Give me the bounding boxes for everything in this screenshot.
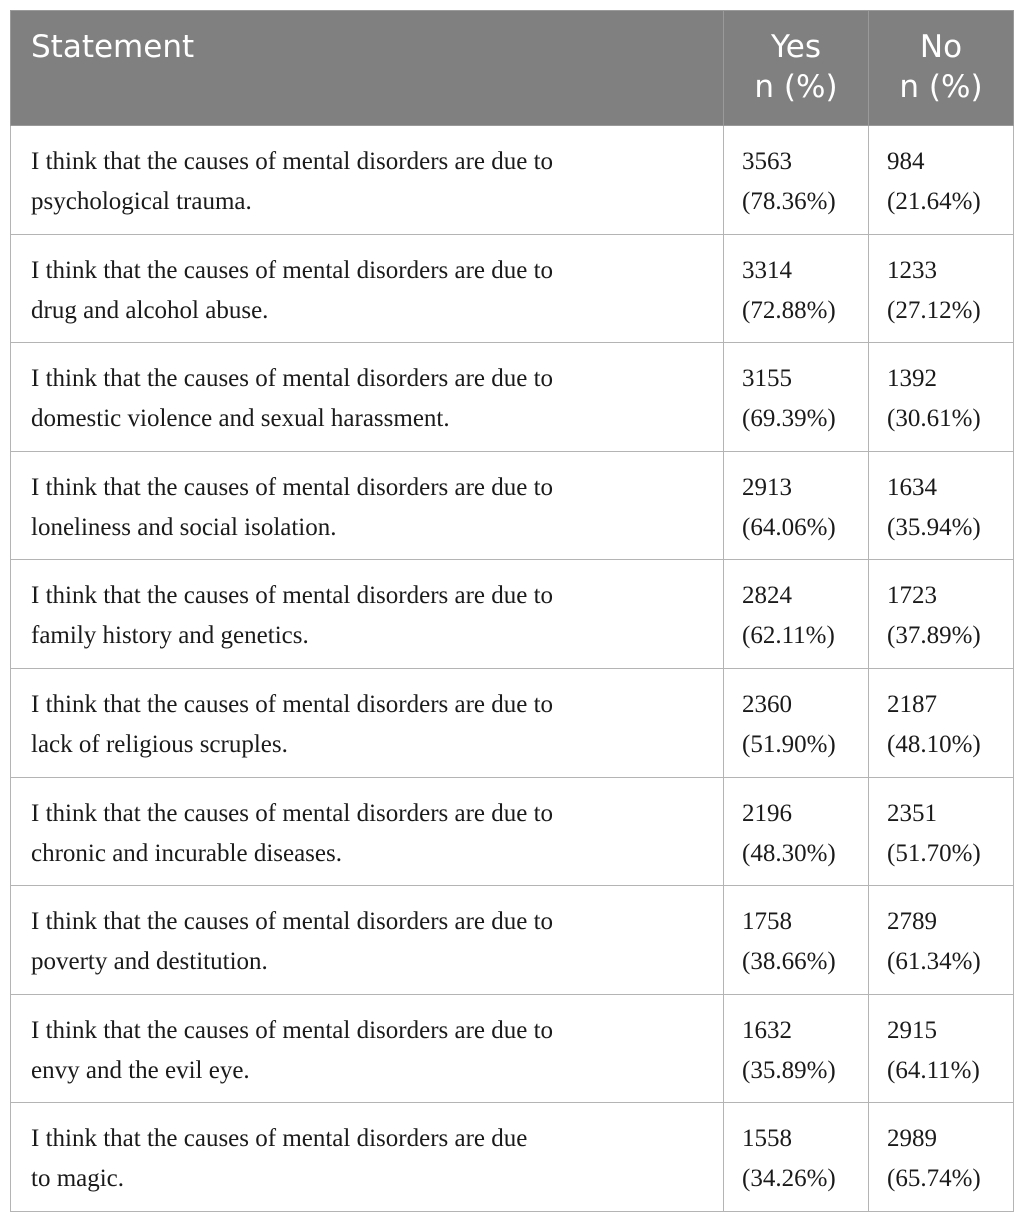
no-header-unit: n (%)	[899, 69, 983, 105]
statement-line-1: I think that the causes of mental disorders are due to	[31, 473, 554, 501]
yes-percent: (34.26%)	[742, 1165, 836, 1193]
no-percent: (64.11%)	[887, 1056, 980, 1084]
yes-percent: (64.06%)	[742, 513, 836, 541]
yes-cell	[724, 1103, 869, 1212]
statement-cell	[11, 451, 724, 560]
yes-column-header	[724, 11, 869, 126]
yes-percent: (51.90%)	[742, 730, 836, 758]
statement-cell	[11, 560, 724, 669]
statement-line-1: I think that the causes of mental disorders are due	[31, 1125, 528, 1153]
no-percent: (37.89%)	[887, 622, 981, 650]
no-percent: (51.70%)	[887, 839, 981, 867]
statement-line-2: to magic.	[31, 1165, 125, 1193]
no-count: 1392	[887, 365, 937, 393]
yes-cell	[724, 343, 869, 452]
statement-line-1: I think that the causes of mental disorders are due to	[31, 582, 554, 610]
no-cell	[869, 1103, 1014, 1212]
yes-header-label: Yes	[770, 29, 822, 65]
no-cell	[869, 343, 1014, 452]
table-row	[11, 777, 1014, 886]
no-percent: (30.61%)	[887, 405, 981, 433]
statement-cell	[11, 886, 724, 995]
no-percent: (27.12%)	[887, 296, 981, 324]
statement-cell	[11, 234, 724, 343]
no-count: 984	[887, 148, 925, 175]
no-count: 2789	[887, 908, 937, 936]
no-percent: (21.64%)	[887, 188, 981, 215]
no-cell	[869, 668, 1014, 777]
no-count: 1723	[887, 582, 937, 610]
header-row	[11, 11, 1014, 126]
no-cell	[869, 777, 1014, 886]
yes-count: 2196	[742, 799, 792, 827]
statement-header-label: Statement	[31, 29, 195, 65]
no-percent: (48.10%)	[887, 730, 981, 758]
statement-line-1: I think that the causes of mental disorders are due to	[31, 365, 554, 393]
yes-percent: (69.39%)	[742, 405, 836, 433]
table-row	[11, 994, 1014, 1103]
statement-column-header	[11, 11, 724, 126]
table-header	[11, 11, 1014, 126]
no-column-header	[869, 11, 1014, 126]
statement-line-2: drug and alcohol abuse.	[31, 296, 269, 324]
yes-count: 3563	[742, 148, 792, 175]
statement-line-1: I think that the causes of mental disorders are due to	[31, 690, 554, 718]
statement-line-2: chronic and incurable diseases.	[31, 839, 342, 867]
yes-count: 1632	[742, 1016, 792, 1044]
yes-count: 3155	[742, 365, 792, 393]
yes-cell	[724, 886, 869, 995]
yes-count: 1558	[742, 1125, 792, 1153]
no-count: 2989	[887, 1125, 937, 1153]
no-cell	[869, 126, 1014, 235]
no-cell	[869, 994, 1014, 1103]
no-count: 2915	[887, 1016, 937, 1044]
statement-line-2: domestic violence and sexual harassment.	[31, 405, 450, 433]
statement-cell	[11, 994, 724, 1103]
yes-count: 2824	[742, 582, 792, 610]
yes-cell	[724, 451, 869, 560]
table-row	[11, 126, 1014, 235]
no-cell	[869, 560, 1014, 669]
yes-count: 2913	[742, 473, 792, 501]
yes-percent: (38.66%)	[742, 948, 836, 976]
yes-percent: (35.89%)	[742, 1056, 836, 1084]
no-percent: (61.34%)	[887, 948, 981, 976]
yes-percent: (72.88%)	[742, 296, 836, 324]
statement-line-1: I think that the causes of mental disorders are due to	[31, 1016, 554, 1044]
table-row	[11, 668, 1014, 777]
yes-count: 2360	[742, 690, 792, 718]
no-percent: (65.74%)	[887, 1165, 981, 1193]
no-percent: (35.94%)	[887, 513, 981, 541]
no-count: 1634	[887, 473, 937, 501]
yes-percent: (62.11%)	[742, 622, 835, 650]
table-row	[11, 1103, 1014, 1212]
statement-cell	[11, 668, 724, 777]
table-row	[11, 343, 1014, 452]
statement-line-1: I think that the causes of mental disorders are due to	[31, 908, 554, 936]
no-count: 1233	[887, 256, 937, 284]
yes-header-unit: n (%)	[754, 69, 838, 105]
yes-cell	[724, 560, 869, 669]
no-cell	[869, 886, 1014, 995]
statement-cell	[11, 1103, 724, 1212]
causes-table	[10, 10, 1014, 1212]
table-body	[11, 126, 1014, 1212]
yes-count: 3314	[742, 256, 792, 284]
no-header-label: No	[919, 29, 963, 65]
statement-line-2: lack of religious scruples.	[31, 730, 288, 758]
yes-cell	[724, 234, 869, 343]
yes-percent: (48.30%)	[742, 839, 836, 867]
yes-cell	[724, 777, 869, 886]
statement-line-2: envy and the evil eye.	[31, 1056, 250, 1084]
statement-cell	[11, 126, 724, 235]
no-count: 2187	[887, 690, 937, 718]
yes-cell	[724, 994, 869, 1103]
table-row	[11, 560, 1014, 669]
statement-line-1: I think that the causes of mental disorders are due to	[31, 256, 554, 284]
no-cell	[869, 234, 1014, 343]
no-cell	[869, 451, 1014, 560]
yes-cell	[724, 126, 869, 235]
statement-line-2: psychological trauma.	[31, 188, 252, 215]
table-row	[11, 234, 1014, 343]
statement-cell	[11, 777, 724, 886]
statement-line-1: I think that the causes of mental disorders are due to	[31, 799, 554, 827]
table-row	[11, 451, 1014, 560]
yes-count: 1758	[742, 908, 792, 936]
yes-percent: (78.36%)	[742, 188, 836, 215]
table-row	[11, 886, 1014, 995]
statement-line-2: poverty and destitution.	[31, 948, 268, 976]
statement-line-2: loneliness and social isolation.	[31, 513, 337, 541]
statement-line-2: family history and genetics.	[31, 622, 309, 650]
statement-line-1: I think that the causes of mental disorders are due to	[31, 148, 554, 175]
statement-cell	[11, 343, 724, 452]
no-count: 2351	[887, 799, 937, 827]
yes-cell	[724, 668, 869, 777]
